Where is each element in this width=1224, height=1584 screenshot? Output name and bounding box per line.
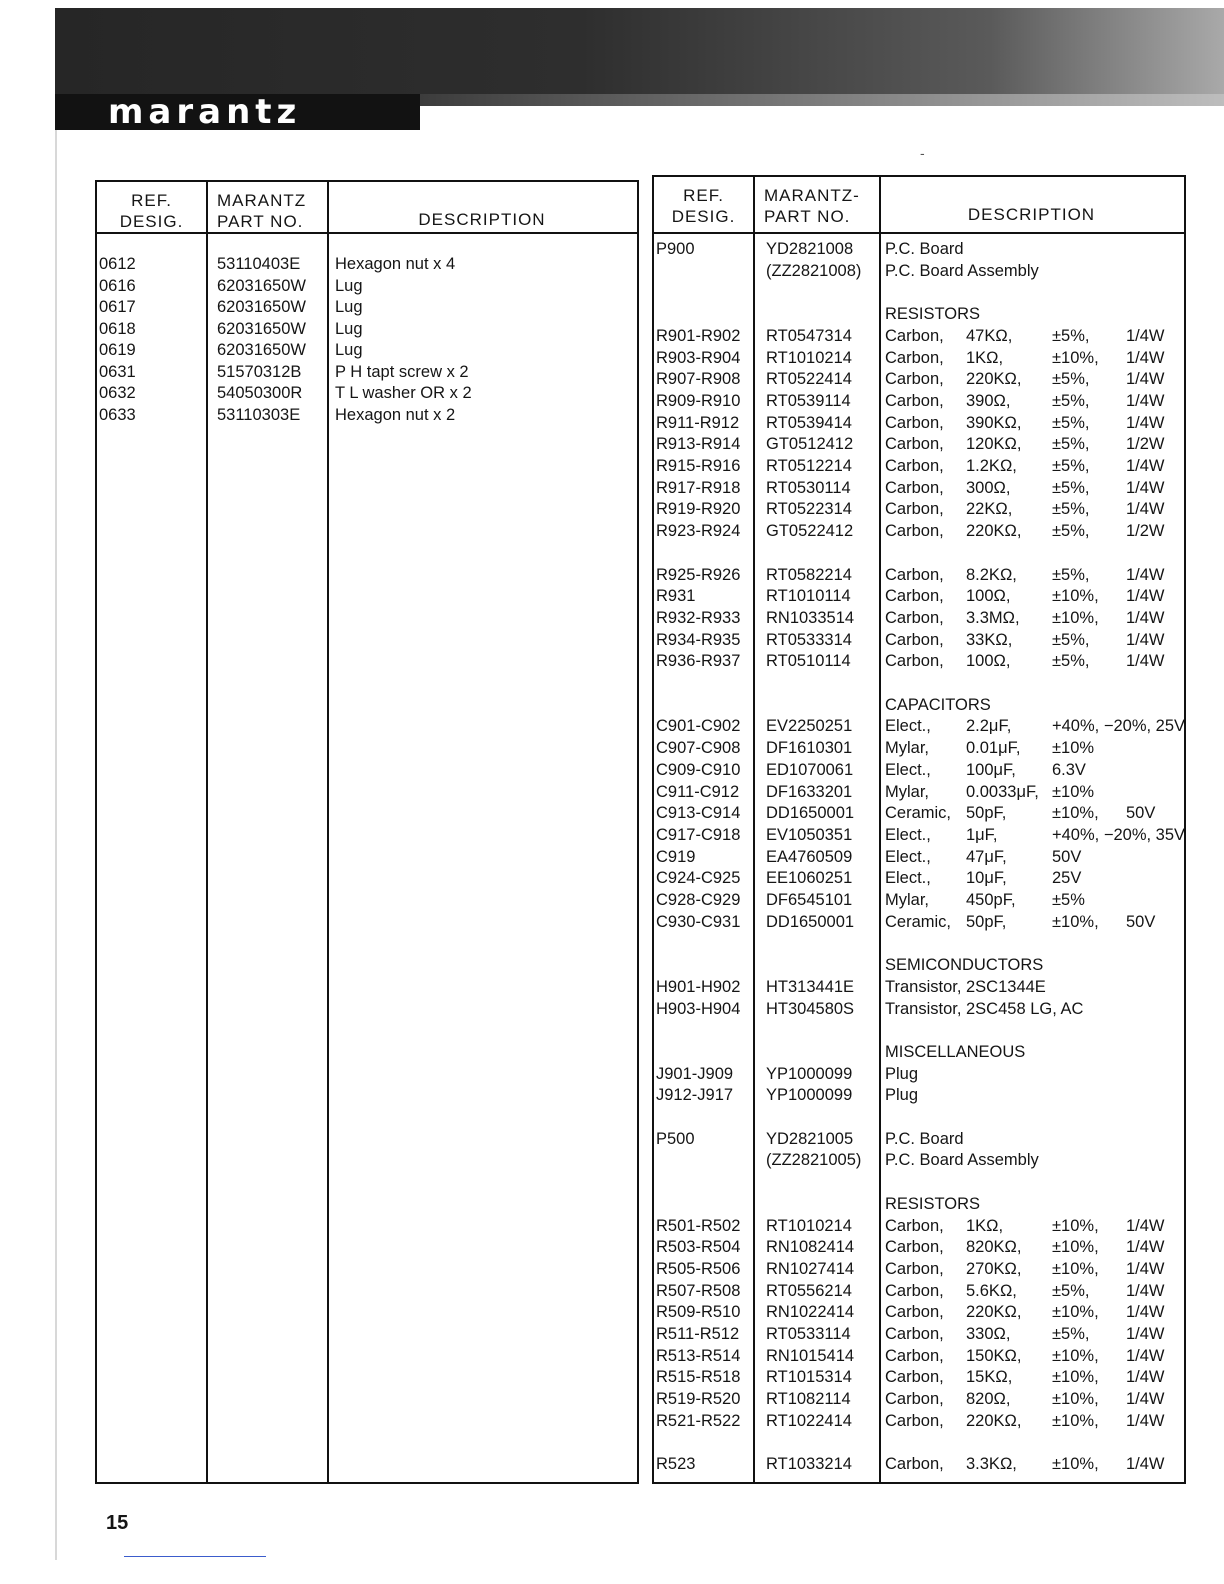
right-row-desc-rating: 1/4W bbox=[1126, 1325, 1165, 1343]
right-row-desc-type: SEMICONDUCTORS bbox=[885, 956, 1044, 975]
right-row-desc-type: Carbon, bbox=[885, 435, 944, 454]
right-row-desc-tolerance: ±10%, bbox=[1052, 1455, 1099, 1474]
right-parts-table bbox=[652, 175, 1186, 1484]
right-row-desc-rating: 1/4W bbox=[1126, 348, 1165, 367]
right-row-desc-rating: 1/4W bbox=[1126, 1411, 1165, 1430]
right-row-ref: R907-R908 bbox=[656, 370, 741, 389]
left-row-ref: 0618 bbox=[99, 319, 136, 338]
right-row-desc-rating: 1/4W bbox=[1126, 1455, 1165, 1474]
right-header-description: DESCRIPTION bbox=[967, 205, 1096, 224]
right-row-desc-tolerance: ±10%, bbox=[1052, 912, 1099, 931]
right-row-desc-type: Ceramic, bbox=[885, 912, 952, 931]
right-row-desc-type: Plug bbox=[885, 1086, 919, 1105]
right-row-ref: R917-R918 bbox=[656, 478, 741, 497]
right-row-desc-type: Carbon, bbox=[885, 1303, 944, 1322]
right-row-ref: R503-R504 bbox=[656, 1238, 741, 1257]
right-row-desc-rating: 1/2W bbox=[1126, 522, 1165, 541]
right-row-desc-value: 33KΩ, bbox=[966, 630, 1013, 649]
right-row-desc-tolerance: ±5%, bbox=[1052, 457, 1090, 475]
right-row-desc-rating: 1/4W bbox=[1126, 565, 1165, 584]
right-row-desc-type: Carbon, bbox=[885, 1390, 944, 1409]
bottom-rule bbox=[124, 1556, 266, 1557]
right-row-desc-value: 50pF, bbox=[966, 912, 1007, 931]
right-row-desc-rating: 1/4W bbox=[1126, 413, 1165, 432]
right-row-desc-value: 1.2KΩ, bbox=[966, 457, 1017, 475]
left-row-ref: 0616 bbox=[99, 276, 136, 295]
right-row-ref: R511-R512 bbox=[656, 1325, 740, 1343]
right-row-ref: R909-R910 bbox=[656, 391, 741, 410]
left-row-ref: 0632 bbox=[99, 384, 136, 402]
right-row-part: YP1000099 bbox=[766, 1086, 853, 1105]
right-row-desc-tolerance: ±10%, bbox=[1052, 1346, 1099, 1365]
left-row-desc: Hexagon nut x 4 bbox=[335, 255, 456, 273]
right-header-ref bbox=[654, 185, 753, 227]
left-col-divider-2 bbox=[327, 182, 329, 1482]
right-row-part: RT0582214 bbox=[766, 565, 852, 584]
right-row-desc-tolerance: ±5%, bbox=[1052, 391, 1090, 410]
right-row-desc-tolerance: ±10%, bbox=[1052, 804, 1099, 823]
right-row-desc-type: Plug bbox=[885, 1064, 919, 1083]
right-row-desc-type: Carbon, bbox=[885, 522, 944, 541]
left-row-part: 53110303E bbox=[217, 405, 301, 424]
right-row-ref: C901-C902 bbox=[656, 717, 741, 736]
right-row-part: RT0530114 bbox=[766, 478, 851, 497]
right-row-desc-rating: 1/4W bbox=[1126, 1303, 1165, 1322]
right-row-part: RT1015314 bbox=[766, 1368, 852, 1387]
right-row-desc-type: Elect., bbox=[885, 760, 931, 779]
left-header-description: DESCRIPTION bbox=[418, 210, 546, 229]
right-header-rule bbox=[654, 232, 1184, 234]
left-row-part: 62031650W bbox=[217, 276, 306, 295]
right-row-desc-tolerance: ±10%, bbox=[1052, 608, 1099, 627]
right-row-desc-type: Carbon, bbox=[885, 1325, 944, 1343]
right-row-part: RT1082114 bbox=[766, 1390, 851, 1409]
right-row-part: (ZZ2821005) bbox=[766, 1151, 862, 1170]
left-header-ref bbox=[97, 190, 206, 232]
right-row-desc-type: Carbon, bbox=[885, 500, 944, 519]
right-row-ref: C911-C912 bbox=[656, 782, 740, 801]
right-row-desc-rating: 1/4W bbox=[1126, 1346, 1165, 1365]
right-row-desc-tolerance: ±5%, bbox=[1052, 565, 1090, 584]
left-header-part bbox=[217, 190, 306, 232]
right-row-ref: R915-R916 bbox=[656, 457, 741, 475]
left-header-ref-line1: REF. bbox=[131, 191, 172, 210]
right-row-desc-value: 820KΩ, bbox=[966, 1238, 1022, 1257]
right-row-desc-tolerance: ±5% bbox=[1052, 891, 1085, 909]
right-row-ref: C909-C910 bbox=[656, 760, 741, 779]
right-row-desc-type: Mylar, bbox=[885, 739, 930, 758]
left-header-part-line2: PART NO. bbox=[217, 212, 304, 231]
right-row-desc-type: Carbon, bbox=[885, 652, 944, 671]
right-row-ref: R903-R904 bbox=[656, 348, 741, 367]
right-row-part: RT1033214 bbox=[766, 1455, 852, 1474]
right-row-ref: H901-H902 bbox=[656, 977, 741, 996]
right-row-ref: R931 bbox=[656, 587, 696, 606]
right-row-desc-type: Carbon, bbox=[885, 1368, 944, 1387]
right-header-part-line2: PART NO. bbox=[764, 207, 851, 226]
right-row-ref: R932-R933 bbox=[656, 608, 741, 627]
right-row-desc-type: Carbon, bbox=[885, 1238, 944, 1257]
right-header-ref-line2: DESIG. bbox=[671, 207, 736, 226]
right-row-desc-type: Carbon, bbox=[885, 608, 944, 627]
right-row-ref: R901-R902 bbox=[656, 326, 741, 345]
right-row-desc-rating: 1/4W bbox=[1126, 630, 1165, 649]
right-row-ref: R521-R522 bbox=[656, 1411, 741, 1430]
right-row-ref: R919-R920 bbox=[656, 500, 741, 519]
right-row-desc-tolerance: ±5%, bbox=[1052, 1325, 1090, 1343]
right-row-desc-value: 8.2KΩ, bbox=[966, 565, 1017, 584]
scan-speck: - bbox=[920, 145, 925, 161]
right-row-ref: P500 bbox=[656, 1129, 695, 1148]
right-row-ref: R936-R937 bbox=[656, 652, 741, 671]
right-row-desc-tolerance: ±5%, bbox=[1052, 1281, 1090, 1300]
header-fade bbox=[420, 94, 1224, 106]
right-row-desc-value: 50pF, bbox=[966, 804, 1007, 823]
right-row-ref: R519-R520 bbox=[656, 1390, 741, 1409]
right-header-part bbox=[764, 185, 860, 227]
right-row-part: YD2821008 bbox=[766, 240, 854, 258]
right-row-desc-value: 15KΩ, bbox=[966, 1368, 1013, 1387]
right-row-desc-type: Carbon, bbox=[885, 587, 944, 606]
right-row-desc-type: Carbon, bbox=[885, 457, 944, 475]
right-row-part: RT1010214 bbox=[766, 348, 852, 367]
right-row-desc-rating: 1/4W bbox=[1126, 457, 1165, 475]
right-row-part: RN1015414 bbox=[766, 1346, 855, 1365]
right-row-desc-rating: 50V bbox=[1126, 804, 1156, 823]
right-row-desc-rating: 1/4W bbox=[1126, 1259, 1165, 1278]
left-row-desc: Lug bbox=[335, 276, 363, 295]
marantz-logo: marantz bbox=[108, 92, 302, 132]
left-row-desc: T L washer OR x 2 bbox=[335, 384, 472, 402]
right-row-part: ED1070061 bbox=[766, 760, 854, 779]
right-col-divider-2 bbox=[879, 177, 881, 1482]
left-row-part: 62031650W bbox=[217, 341, 306, 359]
right-row-ref: C924-C925 bbox=[656, 869, 741, 888]
right-row-ref: R505-R506 bbox=[656, 1259, 741, 1278]
right-row-part: RT0510114 bbox=[766, 652, 851, 671]
right-row-part: EV2250251 bbox=[766, 717, 853, 736]
left-header-part-line1: MARANTZ bbox=[217, 191, 307, 210]
right-row-part: RT0547314 bbox=[766, 326, 852, 345]
right-row-desc-value: 3.3KΩ, bbox=[966, 1455, 1017, 1474]
right-row-desc-tolerance: ±10%, bbox=[1052, 1303, 1099, 1322]
right-row-desc-value: 0.01μF, bbox=[966, 739, 1021, 758]
right-row-part: DF1633201 bbox=[766, 782, 853, 801]
right-row-ref: C913-C914 bbox=[656, 804, 741, 823]
right-row-desc-value: 1KΩ, bbox=[966, 348, 1004, 367]
right-row-desc-value: 5.6KΩ, bbox=[966, 1281, 1017, 1300]
right-row-desc-value: 390Ω, bbox=[966, 391, 1011, 410]
right-row-desc-value: 100Ω, bbox=[966, 652, 1011, 671]
right-row-ref: C917-C918 bbox=[656, 825, 741, 844]
right-row-desc-type: Transistor, bbox=[885, 977, 962, 996]
right-row-desc-tolerance: ±5%, bbox=[1052, 435, 1090, 454]
right-row-part: RN1033514 bbox=[766, 608, 855, 627]
right-row-desc-tolerance: ±5%, bbox=[1052, 652, 1090, 671]
right-row-part: RT1022414 bbox=[766, 1411, 852, 1430]
right-row-desc-tolerance: ±5%, bbox=[1052, 522, 1090, 541]
right-row-desc-value: 300Ω, bbox=[966, 478, 1011, 497]
right-row-desc-value: 220KΩ, bbox=[966, 522, 1022, 541]
right-row-desc-type: Carbon, bbox=[885, 1281, 944, 1300]
left-row-part: 54050300R bbox=[217, 384, 303, 402]
left-margin-rule bbox=[55, 130, 57, 1560]
right-row-desc-tolerance: ±10%, bbox=[1052, 1411, 1099, 1430]
right-row-desc-value: 2SC1344E bbox=[966, 977, 1046, 996]
left-row-part: 53110403E bbox=[217, 255, 301, 273]
right-row-desc-rating: 1/4W bbox=[1126, 500, 1165, 519]
right-row-desc-value: 220KΩ, bbox=[966, 1411, 1022, 1430]
right-row-ref: R515-R518 bbox=[656, 1368, 741, 1387]
right-row-part: EV1050351 bbox=[766, 825, 853, 844]
right-row-desc-tolerance: ±10%, bbox=[1052, 348, 1099, 367]
right-row-desc-value: 100μF, bbox=[966, 760, 1016, 779]
left-row-part: 51570312B bbox=[217, 362, 302, 381]
right-row-part: YD2821005 bbox=[766, 1129, 854, 1148]
right-row-part: HT304580S bbox=[766, 999, 855, 1018]
right-row-desc-type: MISCELLANEOUS bbox=[885, 1042, 1026, 1061]
right-row-desc-rating: 1/4W bbox=[1126, 587, 1165, 606]
right-row-desc-tolerance: ±10%, bbox=[1052, 1368, 1099, 1387]
right-row-ref: R509-R510 bbox=[656, 1303, 741, 1322]
right-row-ref: R911-R912 bbox=[656, 413, 740, 432]
right-row-desc-type: Carbon, bbox=[885, 391, 944, 410]
right-row-ref: R934-R935 bbox=[656, 630, 741, 649]
right-row-desc-rating: 1/4W bbox=[1126, 1390, 1165, 1409]
right-row-desc-type: Carbon, bbox=[885, 478, 944, 497]
right-row-part: (ZZ2821008) bbox=[766, 261, 862, 280]
right-row-part: DD1650001 bbox=[766, 912, 855, 931]
right-row-desc-tolerance: ±5%, bbox=[1052, 500, 1090, 519]
right-row-part: RT1010214 bbox=[766, 1216, 852, 1235]
right-row-desc-tolerance: ±10%, bbox=[1052, 1216, 1099, 1235]
right-row-part: RT0522414 bbox=[766, 370, 852, 389]
right-row-desc-tolerance: 6.3V bbox=[1052, 760, 1086, 779]
right-row-desc-rating: 1/4W bbox=[1126, 1238, 1165, 1257]
right-row-desc-rating: 50V bbox=[1126, 912, 1156, 931]
right-row-desc-tolerance: 50V bbox=[1052, 847, 1082, 866]
right-row-ref: R523 bbox=[656, 1455, 696, 1474]
left-row-part: 62031650W bbox=[217, 298, 306, 316]
right-row-desc-rating: 1/4W bbox=[1126, 1368, 1165, 1387]
right-row-desc-value: 330Ω, bbox=[966, 1325, 1011, 1343]
right-row-ref: C928-C929 bbox=[656, 891, 741, 909]
right-row-desc-value: 2.2μF, bbox=[966, 717, 1012, 736]
right-row-desc-tolerance: 25V bbox=[1052, 869, 1082, 888]
right-row-desc-tolerance: ±10% bbox=[1052, 782, 1095, 801]
right-row-desc-rating: 1/4W bbox=[1126, 1281, 1165, 1300]
right-row-desc-value: 120KΩ, bbox=[966, 435, 1022, 454]
right-row-desc-value: 47KΩ, bbox=[966, 326, 1013, 345]
right-row-desc-type: P.C. Board bbox=[885, 1129, 964, 1148]
right-row-desc-value: 220KΩ, bbox=[966, 370, 1022, 389]
right-row-desc-value: 47μF, bbox=[966, 847, 1007, 866]
right-row-ref: C907-C908 bbox=[656, 739, 741, 758]
right-row-desc-tolerance: ±10% bbox=[1052, 739, 1095, 758]
right-row-desc-tolerance: ±5%, bbox=[1052, 630, 1090, 649]
right-row-part: RT0533314 bbox=[766, 630, 852, 649]
right-row-part: RT1010114 bbox=[766, 587, 851, 606]
right-row-ref: J912-J917 bbox=[656, 1086, 734, 1105]
right-row-desc-value: 1KΩ, bbox=[966, 1216, 1004, 1235]
right-row-part: DF1610301 bbox=[766, 739, 853, 758]
right-row-desc-value: 270KΩ, bbox=[966, 1259, 1022, 1278]
right-row-part: EE1060251 bbox=[766, 869, 853, 888]
right-row-desc-tolerance: ±5%, bbox=[1052, 326, 1090, 345]
right-row-desc-type: Carbon, bbox=[885, 630, 944, 649]
right-row-desc-type: Carbon, bbox=[885, 413, 944, 432]
right-row-desc-value: 100Ω, bbox=[966, 587, 1011, 606]
right-row-desc-value: 390KΩ, bbox=[966, 413, 1022, 432]
right-row-desc-rating: 1/4W bbox=[1126, 370, 1165, 389]
right-row-part: YP1000099 bbox=[766, 1064, 853, 1083]
right-row-ref: J901-J909 bbox=[656, 1064, 734, 1083]
left-header-ref-line2: DESIG. bbox=[119, 212, 184, 231]
right-row-ref: R507-R508 bbox=[656, 1281, 741, 1300]
right-row-desc-value: 22KΩ, bbox=[966, 500, 1013, 519]
right-row-desc-tolerance: ±5%, bbox=[1052, 370, 1090, 389]
left-row-desc: Lug bbox=[335, 319, 363, 338]
right-row-desc-rating: 1/4W bbox=[1126, 608, 1165, 627]
right-row-part: RT0522314 bbox=[766, 500, 852, 519]
right-row-part: RT0539414 bbox=[766, 413, 852, 432]
right-row-ref: R925-R926 bbox=[656, 565, 741, 584]
right-row-desc-type: Transistor, bbox=[885, 999, 962, 1018]
right-row-part: RN1022414 bbox=[766, 1303, 855, 1322]
right-row-desc-type: CAPACITORS bbox=[885, 695, 991, 714]
right-row-desc-type: Carbon, bbox=[885, 370, 944, 389]
right-row-desc-value: 3.3MΩ, bbox=[966, 608, 1020, 627]
right-row-ref: R513-R514 bbox=[656, 1346, 741, 1365]
right-row-desc-value: 150KΩ, bbox=[966, 1346, 1022, 1365]
right-row-part: RT0533114 bbox=[766, 1325, 851, 1343]
right-row-ref: C930-C931 bbox=[656, 912, 741, 931]
left-header-rule bbox=[97, 232, 637, 234]
right-row-desc-type: Carbon, bbox=[885, 1411, 944, 1430]
right-row-ref: P900 bbox=[656, 240, 695, 258]
left-parts-table bbox=[95, 180, 639, 1484]
right-row-desc-type: Elect., bbox=[885, 847, 931, 866]
right-row-part: RN1082414 bbox=[766, 1238, 855, 1257]
right-row-part: GT0512412 bbox=[766, 435, 854, 454]
right-row-desc-tolerance: ±10%, bbox=[1052, 1238, 1099, 1257]
left-row-part: 62031650W bbox=[217, 319, 306, 338]
right-row-desc-tolerance: ±10%, bbox=[1052, 587, 1099, 606]
right-row-desc-tolerance: ±5%, bbox=[1052, 478, 1090, 497]
right-row-desc-rating: 1/4W bbox=[1126, 478, 1165, 497]
right-row-part: EA4760509 bbox=[766, 847, 853, 866]
right-row-desc-value: 10μF, bbox=[966, 869, 1007, 888]
right-row-desc-type: Carbon, bbox=[885, 1346, 944, 1365]
right-row-desc-type: Ceramic, bbox=[885, 804, 952, 823]
right-row-desc-type: Carbon, bbox=[885, 326, 944, 345]
right-row-part: DD1650001 bbox=[766, 804, 855, 823]
right-row-ref: H903-H904 bbox=[656, 999, 741, 1018]
right-row-desc-type: Carbon, bbox=[885, 565, 944, 584]
right-header-part-line1: MARANTZ- bbox=[764, 186, 860, 205]
right-row-ref: C919 bbox=[656, 847, 696, 866]
right-row-desc-tolerance: +40%, −20%, 25V bbox=[1052, 717, 1186, 736]
right-row-desc-rating: 1/4W bbox=[1126, 652, 1165, 671]
right-row-part: RN1027414 bbox=[766, 1259, 855, 1278]
right-row-desc-rating: 1/4W bbox=[1126, 326, 1165, 345]
left-row-ref: 0617 bbox=[99, 298, 136, 316]
left-row-ref: 0631 bbox=[99, 362, 136, 381]
right-row-desc-value: 820Ω, bbox=[966, 1390, 1011, 1409]
right-row-desc-type: P.C. Board bbox=[885, 240, 964, 258]
right-row-part: RT0556214 bbox=[766, 1281, 852, 1300]
right-row-desc-rating: 1/4W bbox=[1126, 391, 1165, 410]
right-row-desc-value: 2SC458 LG, AC bbox=[966, 999, 1084, 1018]
right-row-desc-rating: 1/4W bbox=[1126, 1216, 1165, 1235]
right-row-desc-type: Elect., bbox=[885, 825, 931, 844]
right-row-desc-type: P.C. Board Assembly bbox=[885, 261, 1039, 280]
left-row-desc: Lug bbox=[335, 341, 363, 359]
left-row-desc: Hexagon nut x 2 bbox=[335, 405, 456, 424]
right-row-desc-type: Elect., bbox=[885, 717, 931, 736]
right-row-part: DF6545101 bbox=[766, 891, 853, 909]
right-row-desc-type: Mylar, bbox=[885, 891, 930, 909]
right-row-desc-type: Carbon, bbox=[885, 348, 944, 367]
page-number: 15 bbox=[106, 1512, 129, 1534]
left-col-divider-1 bbox=[206, 182, 208, 1482]
right-row-desc-tolerance: ±10%, bbox=[1052, 1390, 1099, 1409]
right-row-desc-type: Carbon, bbox=[885, 1216, 944, 1235]
right-row-desc-tolerance: ±5%, bbox=[1052, 413, 1090, 432]
right-row-desc-rating: 1/2W bbox=[1126, 435, 1165, 454]
left-row-desc: P H tapt screw x 2 bbox=[335, 362, 469, 381]
right-row-desc-type: RESISTORS bbox=[885, 1194, 981, 1213]
right-row-ref: R913-R914 bbox=[656, 435, 741, 454]
right-row-desc-tolerance: ±10%, bbox=[1052, 1259, 1099, 1278]
right-header-ref-line1: REF. bbox=[683, 186, 724, 205]
right-row-ref: R501-R502 bbox=[656, 1216, 741, 1235]
right-row-desc-type: Carbon, bbox=[885, 1455, 944, 1474]
right-row-part: RT0539114 bbox=[766, 391, 851, 410]
left-row-ref: 0633 bbox=[99, 405, 136, 424]
right-row-desc-type: Elect., bbox=[885, 869, 931, 888]
right-row-part: RT0512214 bbox=[766, 457, 852, 475]
right-col-divider-1 bbox=[753, 177, 755, 1482]
left-row-desc: Lug bbox=[335, 298, 363, 316]
right-row-desc-tolerance: +40%, −20%, 35V bbox=[1052, 825, 1186, 844]
left-row-ref: 0619 bbox=[99, 341, 136, 359]
right-row-desc-value: 0.0033μF, bbox=[966, 782, 1039, 801]
right-row-desc-value: 450pF, bbox=[966, 891, 1016, 909]
right-row-desc-type: P.C. Board Assembly bbox=[885, 1151, 1039, 1170]
right-row-desc-type: RESISTORS bbox=[885, 305, 981, 324]
left-row-ref: 0612 bbox=[99, 255, 136, 273]
right-row-part: HT313441E bbox=[766, 977, 855, 996]
right-row-desc-type: Mylar, bbox=[885, 782, 930, 801]
right-row-part: GT0522412 bbox=[766, 522, 854, 541]
right-row-desc-type: Carbon, bbox=[885, 1259, 944, 1278]
right-row-ref: R923-R924 bbox=[656, 522, 741, 541]
right-row-desc-value: 1μF, bbox=[966, 825, 998, 844]
right-row-desc-value: 220KΩ, bbox=[966, 1303, 1022, 1322]
